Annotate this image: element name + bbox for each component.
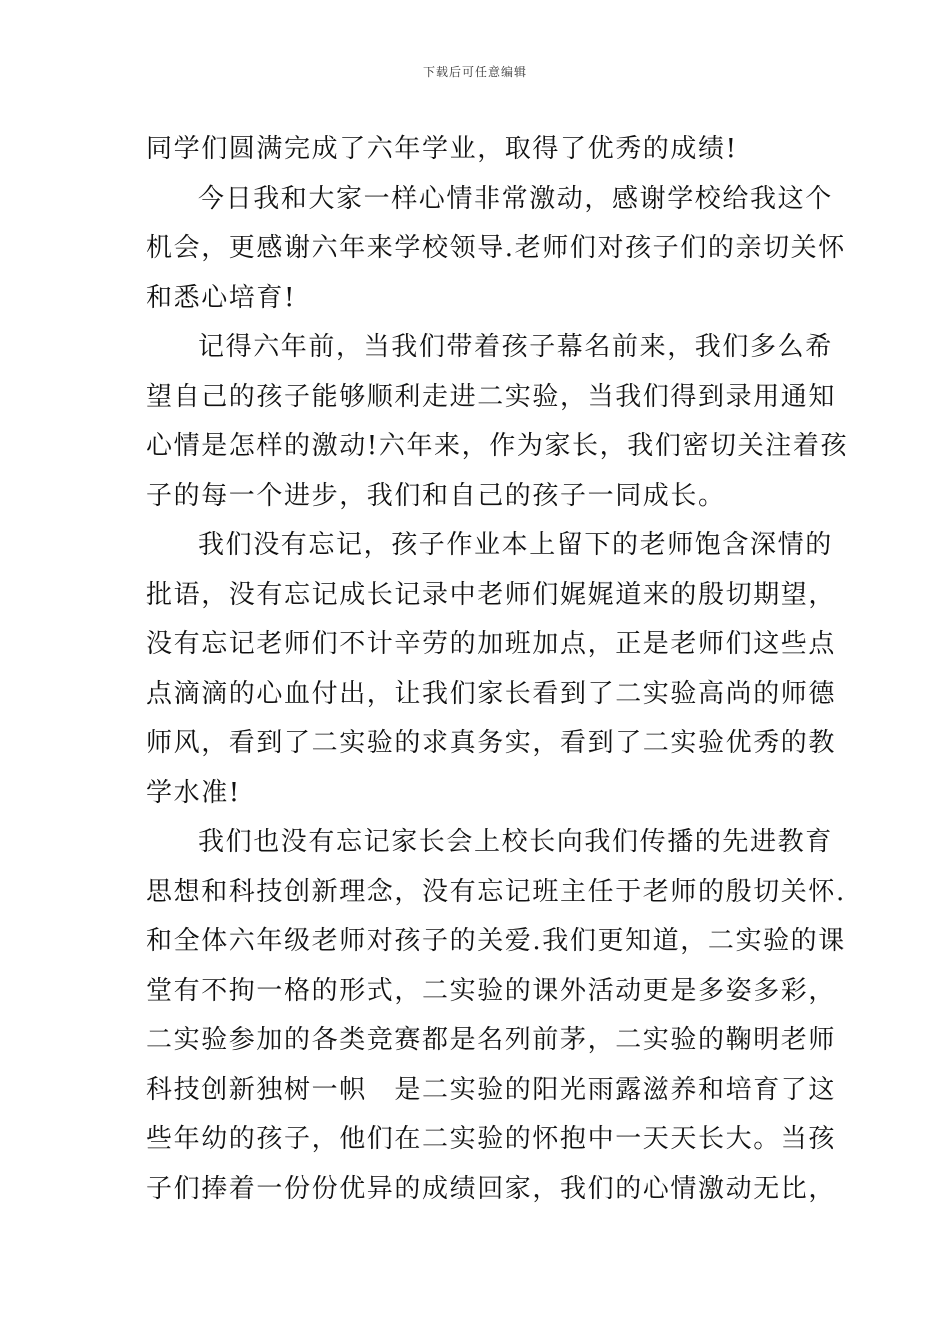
text-line: 科技创新独树一帜 是二实验的阳光雨露滋养和培育了这 (146, 1074, 837, 1105)
text-line: 二实验参加的各类竞赛都是名列前茅，二实验的鞠明老师 (146, 1025, 837, 1055)
text-line: 堂有不拘一格的形式，二实验的课外活动更是多姿多彩， (146, 975, 837, 1006)
paragraph-start-line: 我们也没有忘记家长会上校长向我们传播的先进教育 (198, 827, 833, 857)
text-line: 子们捧着一份份优异的成绩回家，我们的心情激动无比， (146, 1173, 837, 1204)
paragraph-start-line: 我们没有忘记，孩子作业本上留下的老师饱含深情的 (198, 530, 833, 560)
text-line: 望自己的孩子能够顺利走进二实验，当我们得到录用通知 (146, 381, 837, 412)
text-line: 机会，更感谢六年来学校领导.老师们对孩子们的亲切关怀 (146, 233, 846, 263)
document-body (146, 125, 849, 1214)
text-line: 思想和科技创新理念，没有忘记班主任于老师的殷切关怀. (146, 876, 846, 907)
text-line: 和全体六年级老师对孩子的关爱.我们更知道，二实验的课 (146, 926, 846, 956)
text-line: 和悉心培育! (146, 282, 297, 313)
page-header: 下载后可任意编辑 (422, 65, 527, 79)
text-line: 子的每一个进步，我们和自己的孩子一同成长。 (146, 480, 726, 511)
paragraph-start-line: 记得六年前，当我们带着孩子幕名前来，我们多么希 (198, 332, 833, 362)
text-line: 心情是怎样的激动!六年来，作为家长，我们密切关注着孩 (146, 431, 849, 461)
paragraph-start-line: 今日我和大家一样心情非常激动，感谢学校给我这个 (198, 183, 833, 214)
text-line: 点滴滴的心血付出，让我们家长看到了二实验高尚的师德 (146, 678, 837, 709)
text-line: 批语，没有忘记成长记录中老师们娓娓道来的殷切期望， (146, 579, 837, 610)
text-line: 学水准! (146, 777, 241, 808)
text-line: 些年幼的孩子，他们在二实验的怀抱中一天天长大。当孩 (146, 1124, 837, 1154)
text-line: 师风，看到了二实验的求真务实，看到了二实验优秀的教 (146, 728, 837, 758)
text-line: 没有忘记老师们不计辛劳的加班加点，正是老师们这些点 (146, 629, 837, 659)
text-line: 同学们圆满完成了六年学业，取得了优秀的成绩! (146, 134, 738, 164)
